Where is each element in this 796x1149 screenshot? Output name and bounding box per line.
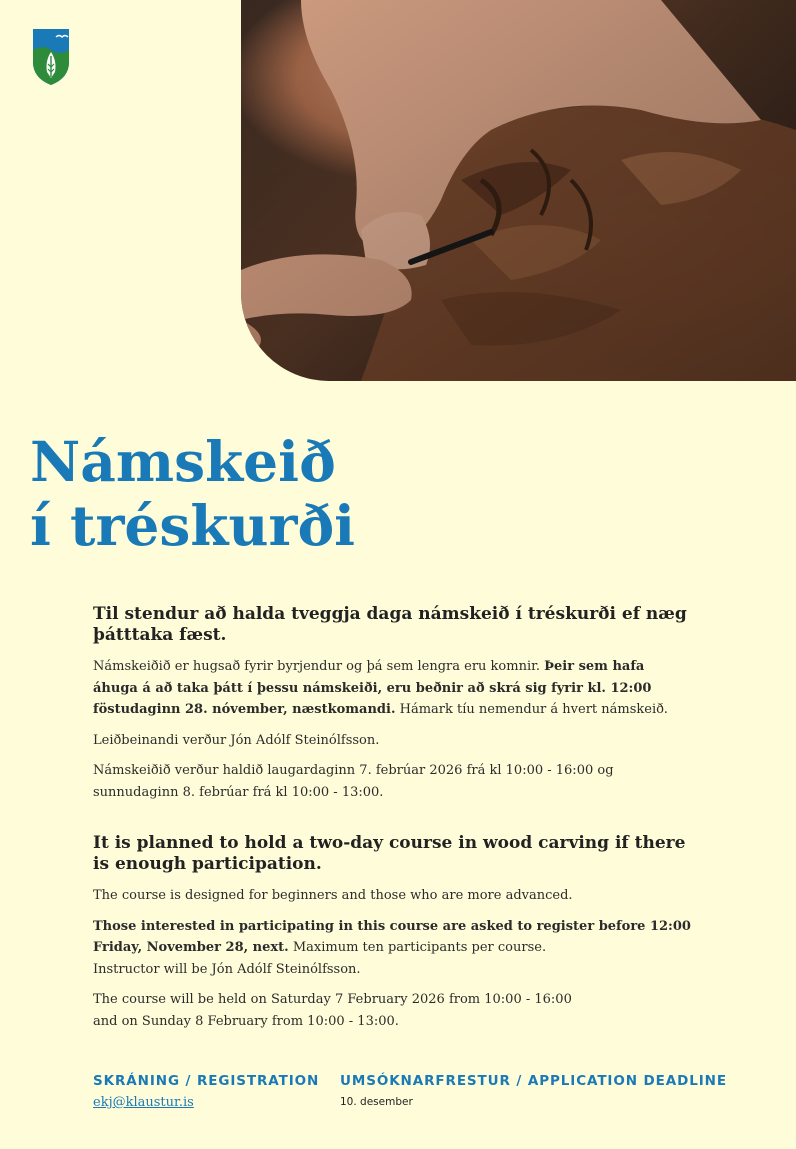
icelandic-p1-max: Hámark tíu nemendur á hvert námskeið. xyxy=(395,702,668,717)
title-line-1: Námskeið xyxy=(30,429,336,494)
english-p2-registration: Those interested in participating in this course are asked to register before 12:00 Friday, November 28, next. xyxy=(93,918,691,955)
registration-block xyxy=(93,1071,319,1113)
icelandic-p1-intro: Námskeiðið er hugsað fyrir byrjendur og þá sem lengra eru komnir. xyxy=(93,659,545,674)
deadline-label: UMSÓKNARFRESTUR / APPLICATION DEADLINE xyxy=(340,1073,727,1089)
english-heading: It is planned to hold a two-day course in wood carving if there is enough participation. xyxy=(93,833,686,874)
icelandic-p1-registration: Þeir sem hafa áhuga á að taka þátt í þessu námskeiði, eru beðnir að skrá sig fyrir kl. 12:00 föstudaginn 28. nóvember, næstkomandi. xyxy=(93,659,652,717)
page-title xyxy=(30,430,355,558)
icelandic-section xyxy=(93,604,693,812)
icelandic-paragraph-3: Námskeiðið verður haldið laugardaginn 7. febrúar 2026 frá kl 10:00 - 16:00 og sunnudaginn 8. febrúar frá kl 10:00 - 13:00. xyxy=(93,763,614,800)
wood-carving-photo xyxy=(241,0,796,381)
english-paragraph-3b: and on Sunday 8 February from 10:00 - 13:00. xyxy=(93,1013,399,1029)
icelandic-paragraph-2: Leiðbeinandi verður Jón Adólf Steinólfsson. xyxy=(93,732,380,748)
english-paragraph-1: The course is designed for beginners and those who are more advanced. xyxy=(93,888,573,903)
icelandic-heading: Til stendur að halda tveggja daga námskeið í tréskurði ef næg þátttaka fæst. xyxy=(93,604,687,645)
registration-email-link[interactable]: ekj@klaustur.is xyxy=(93,1095,194,1110)
icelandic-paragraph-1 xyxy=(93,656,693,721)
deadline-block xyxy=(340,1071,727,1112)
english-section xyxy=(93,833,693,1041)
english-paragraph-3a: The course will be held on Saturday 7 February 2026 from 10:00 - 16:00 xyxy=(93,992,572,1007)
english-paragraph-2 xyxy=(93,916,693,959)
english-paragraph-instructor: Instructor will be Jón Adólf Steinólfsson. xyxy=(93,961,361,977)
deadline-value: 10. desember xyxy=(340,1096,413,1108)
registration-label: SKRÁNING / REGISTRATION xyxy=(93,1073,320,1089)
english-p2-max: Maximum ten participants per course. xyxy=(288,940,547,955)
municipal-shield-icon xyxy=(32,28,70,86)
title-line-2: í tréskurði xyxy=(30,493,356,558)
wood-carving-hands-image xyxy=(241,0,796,381)
